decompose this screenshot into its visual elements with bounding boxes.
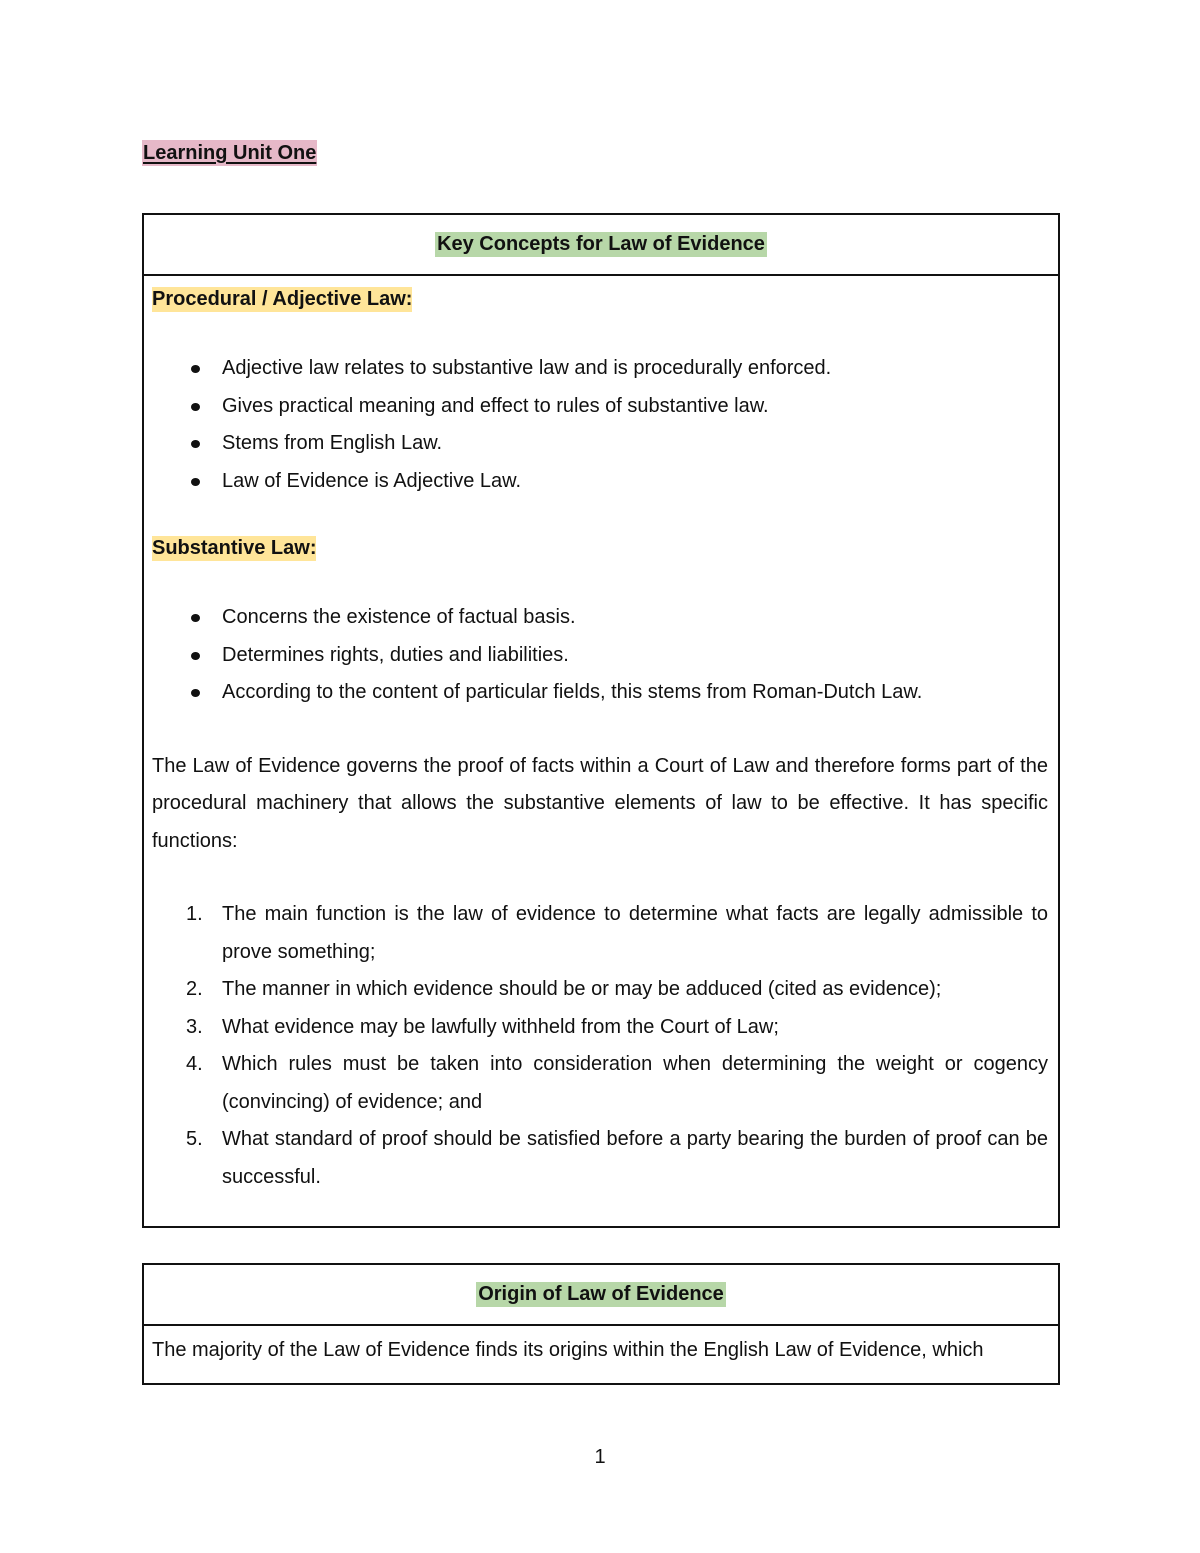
list-item: 5. What standard of proof should be satisfied before a party bearing the burden of proof can be successful. [186,1128,1048,1188]
key-concepts-header [144,215,1058,276]
bullet-icon [191,440,200,448]
list-item: Adjective law relates to substantive law and is procedurally enforced. [152,350,1048,388]
procedural-law-title: Procedural / Adjective Law: [152,288,413,310]
list-item: Stems from English Law. [152,425,1048,463]
list-item: 2. The manner in which evidence should be or may be adduced (cited as evidence); [186,978,942,1000]
list-item: Determines rights, duties and liabilities. [152,637,1048,675]
list-item: Concerns the existence of factual basis. [152,599,1048,637]
bullet-icon [191,403,200,411]
functions-numbered-list [152,896,1048,1196]
bullet-icon [191,365,200,373]
substantive-bullet-list [152,599,1048,712]
substantive-law-title: Substantive Law: [152,537,317,559]
list-item: 1. The main function is the law of evidence to determine what facts are legally admissible to prove something; [186,903,1048,963]
bullet-icon [191,652,200,660]
list-item: Law of Evidence is Adjective Law. [152,463,1048,501]
page-number: 1 [594,1446,606,1468]
origin-heading: Origin of Law of Evidence [478,1283,724,1305]
origin-header [144,1265,1058,1326]
list-item: According to the content of particular fields, this stems from Roman-Dutch Law. [152,674,1048,712]
origin-box [142,1263,1060,1385]
bullet-icon [191,478,200,486]
key-concepts-box [142,213,1060,1228]
bullet-icon [191,689,200,697]
list-item: Gives practical meaning and effect to rules of substantive law. [152,388,1048,426]
bullet-icon [191,614,200,622]
key-concepts-heading: Key Concepts for Law of Evidence [437,233,765,255]
procedural-bullet-list [152,350,1048,500]
list-item: 4. Which rules must be taken into consideration when determining the weight or cogency (convincing) of evidence; and [186,1053,1048,1113]
unit-title: Learning Unit One [143,142,317,164]
evidence-paragraph: The Law of Evidence governs the proof of facts within a Court of Law and therefore forms part of the procedural machinery that allows the substantive elements of law to be effective. It has specific functions: [152,754,1048,852]
list-item: 3. What evidence may be lawfully withheld from the Court of Law; [186,1015,779,1038]
key-concepts-body [144,276,1058,1196]
origin-body: The majority of the Law of Evidence finds its origins within the English Law of Evidence, which [152,1339,984,1361]
